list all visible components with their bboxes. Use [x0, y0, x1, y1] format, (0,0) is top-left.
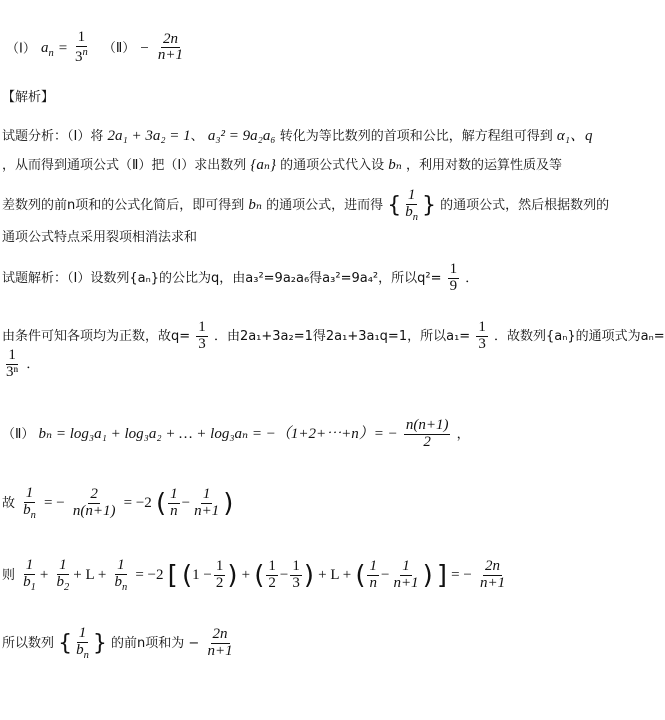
- part2-fraction: $\frac{2n}{n+1}$: [157, 30, 184, 64]
- part1-mark: （Ⅰ）: [6, 41, 36, 57]
- section-heading: 【解析】: [2, 90, 55, 105]
- part1-fraction: $\frac{1}{3^n}$: [75, 29, 88, 65]
- part1-lhs: $a_n$: [40, 40, 54, 60]
- part2-mark: （Ⅱ）: [102, 41, 136, 57]
